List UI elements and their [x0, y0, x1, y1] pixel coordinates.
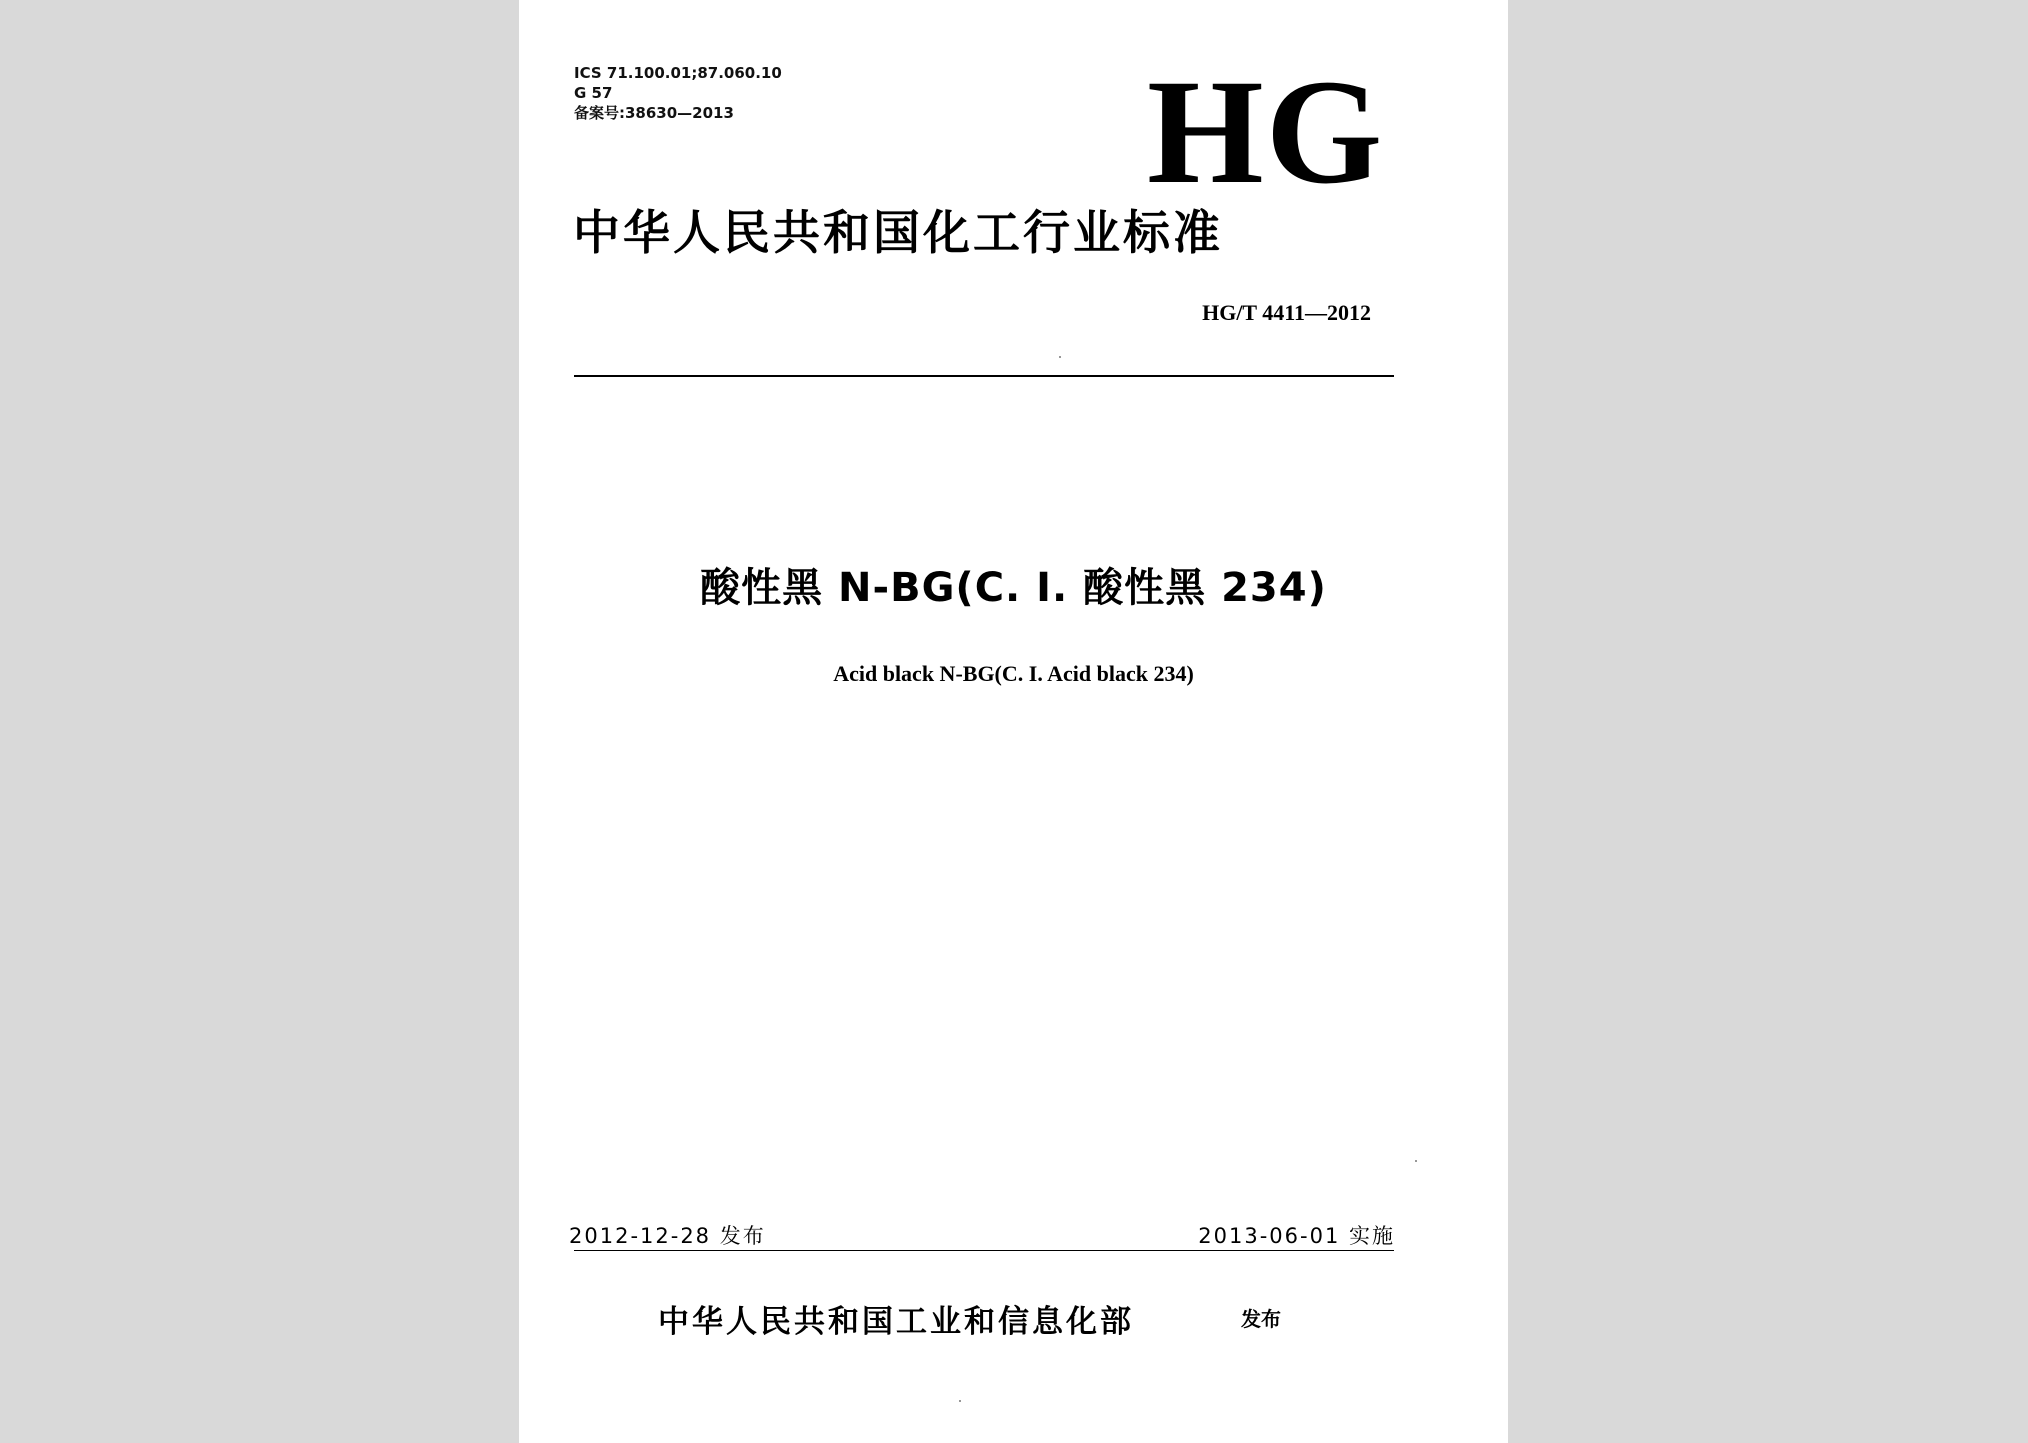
- publisher-name: 中华人民共和国工业和信息化部: [658, 1304, 1134, 1340]
- filing-number: 备案号:38630—2013: [574, 104, 734, 122]
- ccs-code: G 57: [574, 84, 613, 102]
- hg-logo: HG: [1147, 49, 1385, 215]
- implementation-date: 2013-06-01 实施: [1198, 1224, 1395, 1248]
- ics-code: ICS 71.100.01;87.060.10: [574, 64, 782, 82]
- industry-standard-title: 中华人民共和国化工行业标准: [573, 206, 1223, 261]
- document-title-chinese: 酸性黑 N-BG(C. I. 酸性黑 234): [700, 565, 1327, 611]
- scan-speck: [1415, 1160, 1417, 1162]
- standard-number: HG/T 4411—2012: [1202, 300, 1371, 325]
- scan-speck: [959, 1400, 961, 1402]
- top-divider: [574, 375, 1394, 377]
- document-title-english: Acid black N-BG(C. I. Acid black 234): [833, 661, 1194, 686]
- publisher-action: 发布: [1241, 1307, 1281, 1331]
- scan-speck: [1059, 356, 1061, 358]
- issue-date: 2012-12-28 发布: [569, 1224, 766, 1248]
- standard-cover-page: [519, 0, 1508, 1443]
- classification-block: [574, 63, 782, 123]
- bottom-divider: [574, 1250, 1394, 1251]
